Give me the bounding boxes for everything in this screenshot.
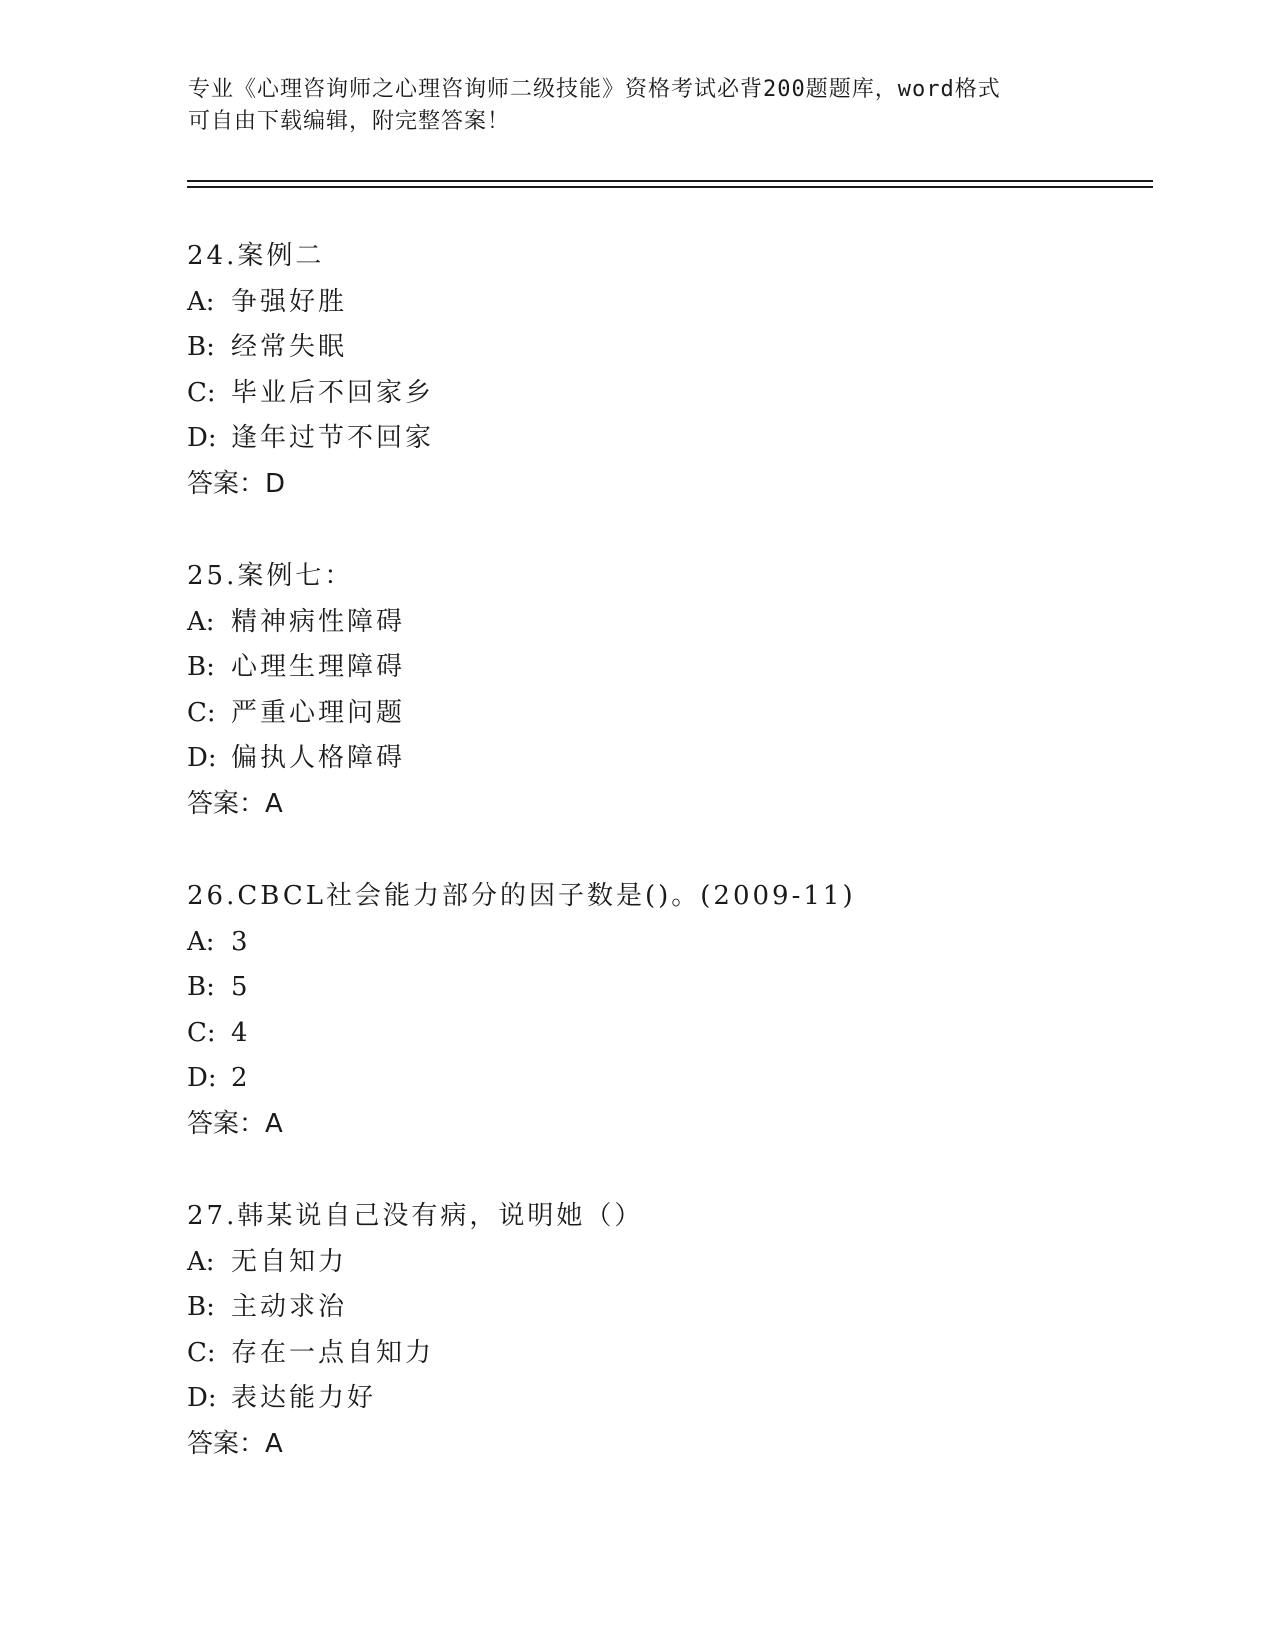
document-header xyxy=(188,74,1088,138)
option-d xyxy=(187,1056,1147,1102)
option-d xyxy=(187,1376,1147,1422)
question-stem: 26.CBCL社会能力部分的因子数是()。(2009-11) xyxy=(187,881,856,911)
option-letter: B: xyxy=(187,652,215,682)
option-letter: C: xyxy=(187,697,216,728)
option-b xyxy=(187,1285,1147,1331)
header-line-1: 专业《心理咨询师之心理咨询师二级技能》资格考试必背200题题库，word格式 xyxy=(188,77,1001,102)
option-letter: A: xyxy=(187,1246,215,1277)
question-27 xyxy=(187,1194,1147,1467)
answer-line: 答案：D xyxy=(187,468,286,499)
question-list xyxy=(187,234,1147,1514)
option-letter: C: xyxy=(187,1337,216,1368)
answer-line: 答案：A xyxy=(187,1428,283,1459)
option-b xyxy=(187,645,1147,691)
option-text: 精神病性障碍 xyxy=(231,606,406,637)
option-text: 3 xyxy=(231,926,251,957)
header-divider-top xyxy=(187,180,1153,182)
option-letter: D: xyxy=(187,743,217,773)
option-a xyxy=(187,600,1147,646)
option-letter: A: xyxy=(187,606,215,637)
question-stem: 27.韩某说自己没有病，说明她（） xyxy=(187,1201,644,1231)
option-text: 表达能力好 xyxy=(231,1383,377,1413)
header-divider-bottom xyxy=(187,186,1153,188)
question-26 xyxy=(187,874,1147,1147)
option-a xyxy=(187,1240,1147,1286)
question-stem: 25.案例七： xyxy=(187,561,354,591)
question-25 xyxy=(187,554,1147,827)
option-c xyxy=(187,691,1147,737)
option-c xyxy=(187,1331,1147,1377)
option-text: 2 xyxy=(231,1063,251,1093)
option-letter: B: xyxy=(187,332,215,362)
option-d xyxy=(187,416,1147,462)
option-text: 心理生理障碍 xyxy=(231,652,406,682)
option-c xyxy=(187,371,1147,417)
option-letter: B: xyxy=(187,972,215,1002)
option-text: 争强好胜 xyxy=(231,286,348,317)
option-text: 经常失眠 xyxy=(231,332,348,362)
option-text: 逢年过节不回家 xyxy=(231,423,435,453)
option-a xyxy=(187,920,1147,966)
option-text: 存在一点自知力 xyxy=(231,1337,435,1368)
option-text: 严重心理问题 xyxy=(231,697,406,728)
option-letter: C: xyxy=(187,377,216,408)
option-letter: B: xyxy=(187,1292,215,1322)
answer-line: 答案：A xyxy=(187,1108,283,1139)
option-letter: D: xyxy=(187,1063,217,1093)
option-letter: A: xyxy=(187,926,215,957)
header-line-2: 可自由下载编辑，附完整答案！ xyxy=(188,109,511,134)
option-letter: D: xyxy=(187,1383,217,1413)
option-letter: A: xyxy=(187,286,215,317)
option-b xyxy=(187,965,1147,1011)
option-text: 毕业后不回家乡 xyxy=(231,377,435,408)
question-stem: 24.案例二 xyxy=(187,241,325,271)
option-text: 4 xyxy=(231,1017,251,1048)
option-text: 无自知力 xyxy=(231,1246,348,1277)
question-24 xyxy=(187,234,1147,507)
option-letter: C: xyxy=(187,1017,216,1048)
option-b xyxy=(187,325,1147,371)
option-c xyxy=(187,1011,1147,1057)
answer-line: 答案：A xyxy=(187,788,283,819)
option-text: 5 xyxy=(231,972,251,1002)
option-a xyxy=(187,280,1147,326)
option-text: 偏执人格障碍 xyxy=(231,743,406,773)
option-d xyxy=(187,736,1147,782)
option-letter: D: xyxy=(187,423,217,453)
option-text: 主动求治 xyxy=(231,1292,348,1322)
